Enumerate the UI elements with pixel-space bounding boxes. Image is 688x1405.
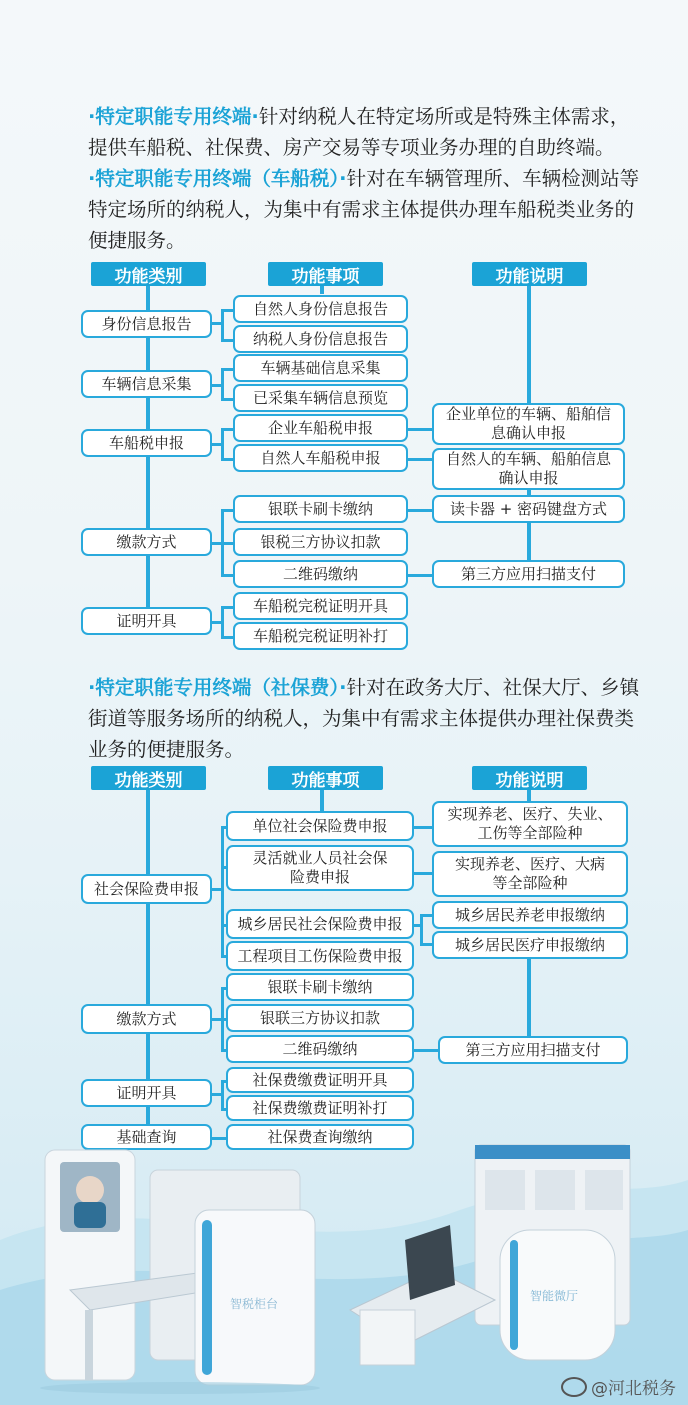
item-box: 已采集车辆信息预览 [233, 384, 408, 412]
item-box: 二维码缴纳 [226, 1035, 414, 1063]
item-box: 灵活就业人员社会保险费申报 [226, 845, 414, 891]
desc-box: 第三方应用扫描支付 [438, 1036, 628, 1064]
item-box: 社保费缴费证明开具 [226, 1067, 414, 1093]
kiosk-right-illustration [345, 1140, 640, 1375]
desc-box: 自然人的车辆、船舶信息确认申报 [432, 448, 625, 490]
p3-text: 针对在政务大厅、社保大厅、乡镇街道等服务场所的纳税人，为集中有需求主体提供办理社保费类业务的便捷服务。 [88, 676, 640, 761]
p1-title: ·特定职能专用终端· [88, 105, 259, 128]
kiosk-left-illustration [30, 1140, 340, 1395]
desc-box: 企业单位的车辆、船舶信息确认申报 [432, 403, 625, 445]
category-box: 缴款方式 [81, 1004, 212, 1034]
conn [414, 826, 433, 829]
header-desc: 功能说明 [472, 262, 587, 286]
intro-paragraph-2 [88, 163, 648, 256]
conn [420, 914, 423, 944]
conn [408, 428, 433, 431]
header-category: 功能类别 [91, 262, 206, 286]
item-box: 社保费缴费证明补打 [226, 1095, 414, 1121]
item-box: 车辆基础信息采集 [233, 354, 408, 382]
trunk-item-top [320, 286, 324, 294]
conn [221, 1080, 224, 1109]
p2-title: ·特定职能专用终端（车船税）· [88, 167, 347, 190]
kiosk-left-label: 智税柜台 [230, 1297, 279, 1311]
conn [221, 606, 224, 637]
category-box: 车辆信息采集 [81, 370, 212, 398]
kiosk-right-label: 智能微厅 [530, 1289, 579, 1303]
desc-box: 实现养老、医疗、失业、工伤等全部险种 [432, 801, 628, 847]
intro-paragraph-3 [88, 672, 648, 765]
trunk-desc-top [527, 286, 531, 404]
category-box: 证明开具 [81, 1079, 212, 1107]
p3-title: ·特定职能专用终端（社保费）· [88, 676, 347, 699]
header-desc: 功能说明 [472, 766, 587, 790]
conn [414, 872, 433, 875]
p1-text: 针对纳税人在特定场所或是特殊主体需求，提供车船税、社保费、房产交易等专项业务办理的自助终端。 [88, 105, 630, 159]
desc-box: 城乡居民养老申报缴纳 [432, 901, 628, 929]
item-box: 单位社会保险费申报 [226, 811, 414, 841]
header-item: 功能事项 [268, 262, 383, 286]
conn [221, 368, 224, 399]
conn [414, 924, 423, 927]
item-box: 银联三方协议扣款 [226, 1004, 414, 1032]
item-box: 工程项目工伤保险费申报 [226, 941, 414, 971]
category-box: 车船税申报 [81, 429, 212, 457]
item-box: 银税三方协议扣款 [233, 528, 408, 556]
intro-paragraph-1 [88, 101, 648, 163]
conn [408, 458, 433, 461]
watermark-text: @河北税务 [591, 1379, 676, 1399]
trunk-item-top [320, 790, 324, 812]
p2-text: 针对在车辆管理所、车辆检测站等特定场所的纳税人，为集中有需求主体提供办理车船税类业务的便捷服务。 [88, 167, 640, 252]
watermark [561, 1374, 676, 1399]
category-box: 社会保险费申报 [81, 874, 212, 904]
desc-box: 第三方应用扫描支付 [432, 560, 625, 588]
header-item: 功能事项 [268, 766, 383, 790]
item-box: 二维码缴纳 [233, 560, 408, 588]
desc-box: 读卡器 + 密码键盘方式 [432, 495, 625, 523]
item-box: 自然人车船税申报 [233, 444, 408, 472]
category-box: 基础查询 [81, 1124, 212, 1150]
item-box: 纳税人身份信息报告 [233, 325, 408, 353]
item-box: 车船税完税证明开具 [233, 592, 408, 620]
desc-box: 城乡居民医疗申报缴纳 [432, 931, 628, 959]
item-box: 城乡居民社会保险费申报 [226, 909, 414, 939]
trunk-desc-low [527, 958, 531, 1038]
conn [221, 826, 224, 956]
category-box: 身份信息报告 [81, 310, 212, 338]
item-box: 自然人身份信息报告 [233, 295, 408, 323]
item-box: 银联卡刷卡缴纳 [226, 973, 414, 1001]
trunk-desc-low [527, 522, 531, 560]
desc-box: 实现养老、医疗、大病等全部险种 [432, 851, 628, 897]
category-box: 缴款方式 [81, 528, 212, 556]
category-box: 证明开具 [81, 607, 212, 635]
trunk-category [146, 790, 150, 1125]
item-box: 企业车船税申报 [233, 414, 408, 442]
item-box: 银联卡刷卡缴纳 [233, 495, 408, 523]
item-box: 社保费查询缴纳 [226, 1124, 414, 1150]
weibo-icon [561, 1377, 587, 1397]
conn [221, 309, 224, 340]
conn [221, 428, 224, 459]
conn [408, 509, 433, 512]
conn [408, 574, 433, 577]
item-box: 车船税完税证明补打 [233, 622, 408, 650]
header-category: 功能类别 [91, 766, 206, 790]
conn [414, 1049, 439, 1052]
